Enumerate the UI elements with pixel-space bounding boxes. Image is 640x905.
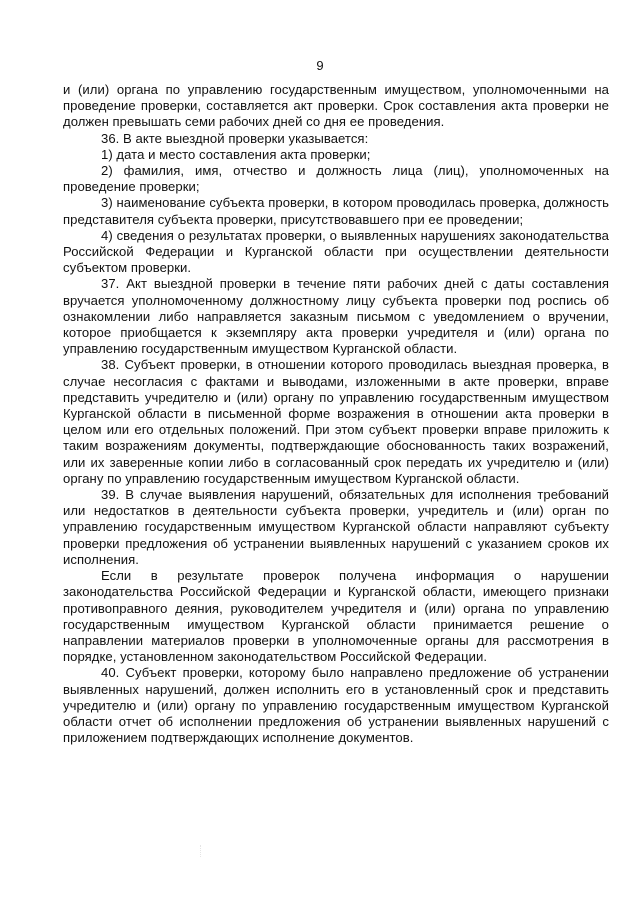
paragraph-38: 38. Субъект проверки, в отношении которого проводилась выездная проверка, в случае несогласия с фактами и выводами, изложенными в акте проверки, вправе представить учредителю и (или) органу по управлению государственным имуществом Курганской области в письменной форме возражения в отношении акта проверки в целом или его отдельных положений. При этом субъект проверки вправе приложить к таким возражениям документы, подтверждающие обоснованность таких возражений, или их заверенные копии либо в согласованный срок передать их учредителю и (или) органу по управлению государственным имуществом Курганской области.	[63, 357, 609, 486]
list-item-3: 3) наименование субъекта проверки, в котором проводилась проверка, должность представителя субъекта проверки, присутствовавшего при ее проведении;	[63, 195, 609, 227]
paragraph-40: 40. Субъект проверки, которому было направлено предложение об устранении выявленных нарушений, должен исполнить его в установленный срок и представить учредителю и (или) органу по управлению государственным имуществом Курганской области отчет об исполнении предложения об устранении выявленных нарушений с приложением подтверждающих исполнение документов.	[63, 665, 609, 746]
paragraph-36: 36. В акте выездной проверки указывается:	[101, 130, 369, 146]
paragraph-39: 39. В случае выявления нарушений, обязательных для исполнения требований или недостатков в деятельности субъекта проверки, учредитель и (или) орган по управлению государственным имуществом Курганской области направляют субъекту проверки предложения об устранении выявленных нарушений с указанием сроков их исполнения.	[63, 487, 609, 567]
list-item-4: 4) сведения о результатах проверки, о выявленных нарушениях законодательства Российской Федерации и Курганской области при осуществлении деятельности субъектом проверки.	[63, 227, 609, 276]
document-body	[63, 82, 609, 746]
list-item-2: 2) фамилия, имя, отчество и должность лица (лиц), уполномоченных на проведение проверки;	[63, 163, 609, 195]
paragraph-continuation: и (или) органа по управлению государственным имуществом, уполномоченными на проведение проверки, составляется акт проверки. Срок составления акта проверки не должен превышать семи рабочих дней со дня ее проведения.	[63, 82, 609, 130]
paragraph-39-continued: Если в результате проверок получена информация о нарушении законодательства Российской Федерации и Курганской области, имеющего признаки противоправного деяния, руководителем учредителя и (или) органа по управлению государственным имуществом Курганской области принимается решение о направлении материалов проверки в уполномоченные органы для рассмотрения в порядке, установленном законодательством Российской Федерации.	[63, 568, 609, 665]
paragraph-37: 37. Акт выездной проверки в течение пяти рабочих дней с даты составления вручается уполномоченному должностному лицу субъекта проверки под роспись об ознакомлении либо направляется заказным письмом с уведомлением о вручении, которое приобщается к экземпляру акта проверки учредителя и (или) органа по управлению государственным имуществом Курганской области.	[63, 276, 609, 357]
page-number: 9	[316, 58, 324, 73]
scan-artifact	[200, 845, 204, 857]
list-item-1: 1) дата и место составления акта проверки;	[101, 146, 371, 162]
